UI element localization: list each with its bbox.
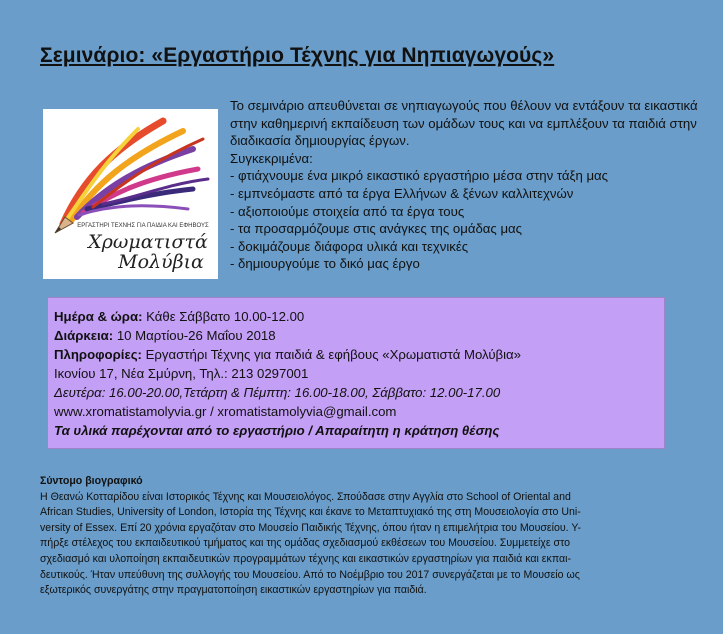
opening-hours: Δευτέρα: 16.00-20.00,Τετάρτη & Πέμπτη: 16.00-18.00, Σάββατο: 12.00-17.00	[54, 385, 501, 400]
bio-heading: Σύντομο βιογραφικό	[40, 475, 143, 487]
materials-note: Τα υλικά παρέχονται από το εργαστήριο / Απαραίτητη η κράτηση θέσης	[54, 423, 500, 438]
bio-line: Η Θεανώ Κοτταρίδου είναι Ιστορικός Τέχνης και Μουσειολόγος. Σπούδασε στην Αγγλία στο School of Oriental and	[40, 490, 571, 503]
intro-section	[230, 97, 700, 273]
day-value: Κάθε Σάββατο 10.00-12.00	[142, 309, 305, 324]
bio-line: African Studies, University of London, Ιστορία της Τέχνης και έκανε το Μεταπτυχιακό της στη Μουσειολογία στο Uni-	[40, 506, 581, 519]
day-label: Ημέρα & ώρα:	[54, 309, 143, 324]
list-item: - τα προσαρμόζουμε στις ανάγκες της ομάδας μας	[230, 221, 523, 237]
list-item: - δοκιμάζουμε διάφορα υλικά και τεχνικές	[230, 238, 469, 254]
bio-line: δευτικούς. Ήταν υπεύθυνη της συλλογής του Μουσείου. Από το Νοέμβριο του 2017 συνεργάζεται με το Μουσείο ως	[40, 568, 580, 581]
info-value: Εργαστήρι Τέχνης για παιδιά & εφήβους «Χρωματιστά Μολύβια»	[141, 347, 522, 362]
web-contact[interactable]: www.xromatistamolyvia.gr / xromatistamolyvia@gmail.com	[54, 404, 397, 419]
logo	[43, 109, 218, 279]
bio-line: σχεδιασμό και υλοποίηση εκπαιδευτικών προγραμμάτων τέχνης και εικαστικών εργαστηρίων για παιδιά και εκπαι-	[40, 552, 571, 565]
duration-row	[54, 326, 664, 345]
duration-value: 10 Μαρτίου-26 Μαΐου 2018	[113, 328, 276, 343]
address: Ικονίου 17, Νέα Σμύρνη, Τηλ.: 213 0297001	[54, 366, 309, 381]
day-row	[54, 307, 664, 326]
bio-line: εξωτερικός συνεργάτης στην πραγματοποίηση εικαστικών εργαστηρίων για παιδιά.	[40, 584, 427, 597]
intro-paragraph: Το σεμινάριο απευθύνεται σε νηπιαγωγούς που θέλουν να εντάξουν τα εικαστικά στην καθημερινή εκπαίδευση των ομάδων τους και να εμπλέξουν τα παιδιά στην διαδικασία δημιουργίας έργων.	[230, 98, 698, 149]
bio-section	[40, 474, 690, 599]
page-title: Σεμινάριο: «Εργαστήριο Τέχνης για Νηπιαγωγούς»	[40, 44, 555, 67]
logo-caption: ΕΡΓΑΣΤΗΡΙ ΤΕΧΝΗΣ ΓΙΑ ΠΑΙΔΙΑ ΚΑΙ ΕΦΗΒΟΥΣ	[77, 223, 209, 229]
intro-lead: Συγκεκριμένα:	[230, 150, 313, 166]
list-item: - εμπνεόμαστε από τα έργα Ελλήνων & ξένων καλλιτεχνών	[230, 185, 574, 201]
info-row	[54, 345, 664, 364]
list-item: - φτιάχνουμε ένα μικρό εικαστικό εργαστήριο μέσα στην τάξη μας	[230, 168, 609, 184]
logo-line1: Χρωματιστά	[88, 231, 208, 253]
list-item: - αξιοποιούμε στοιχεία από τα έργα τους	[230, 203, 465, 219]
pencil-brush-logo	[43, 109, 218, 279]
info-box	[47, 297, 665, 449]
duration-label: Διάρκεια:	[54, 328, 114, 343]
bio-line: πήρξε στέλεχος του εκπαιδευτικού τμήματος και της ομάδας σχεδιασμού εκθέσεων του Μουσείου. Συμμετείχε στο	[40, 537, 571, 550]
list-item: - δημιουργούμε το δικό μας έργο	[230, 256, 420, 272]
bio-line: versity of Essex. Επί 20 χρόνια εργαζόταν στο Μουσείο Παιδικής Τέχνης, όπου ήταν η επιμελήτρια του Μουσείου. Υ-	[40, 521, 581, 534]
intro-list	[230, 167, 700, 273]
logo-line2: Μολύβια	[118, 251, 204, 273]
info-label: Πληροφορίες:	[54, 347, 142, 362]
